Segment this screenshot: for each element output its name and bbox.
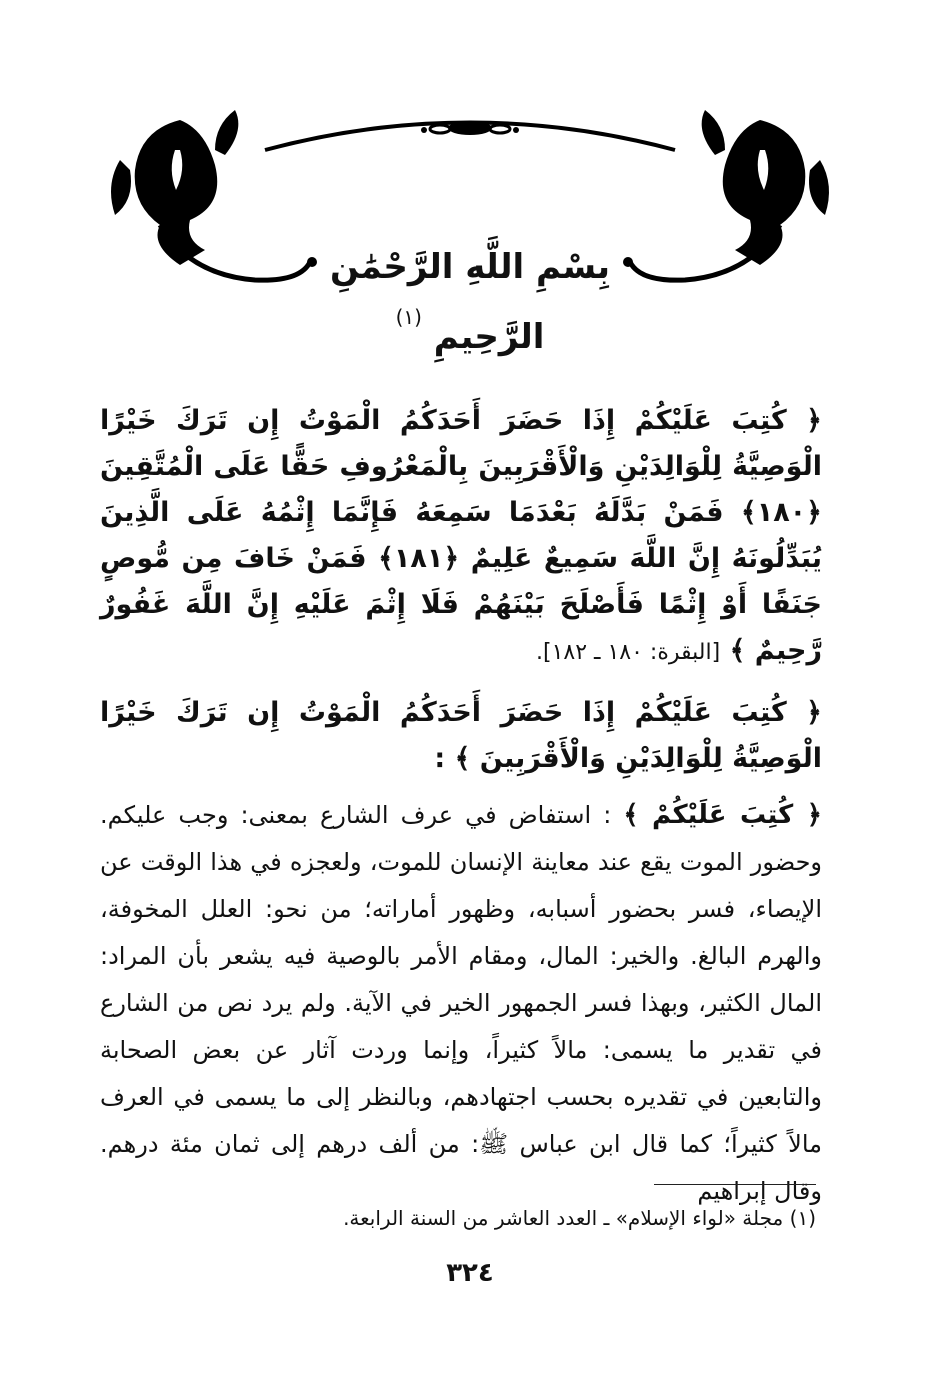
footnote: (١) مجلة «لواء الإسلام» ـ العدد العاشر من السنة الرابعة. bbox=[343, 1206, 816, 1230]
quran-verse-heading-text: ﴿ كُتِبَ عَلَيْكُمْ إِذَا حَضَرَ أَحَدَكُمُ الْمَوْتُ إِن تَرَكَ خَيْرًا الْوَصِيَّةُ لِلْوَالِدَيْنِ وَالْأَقْرَبِينَ ﴾ : bbox=[100, 697, 822, 774]
commentary-body: : استفاض في عرف الشارع بمعنى: وجب عليكم. وحضور الموت يقع عند معاينة الإنسان للموت، ولعجزه في هذا الوقت عن الإيصاء، فسر بحضور أسبابه، وظهور أماراته؛ من نحو: العلل المخوفة، والهرم البالغ. والخير: المال، ومقام الأمر بالوصية فيه يشعر بأن المراد: المال الكثير، وبهذا فسر الجمهور الخير في الآية. ولم يرد نص من الشارع في تقدير ما يسمى: مالاً كثيراً، وإنما وردت آثار عن بعض الصحابة والتابعين في تقديره بحسب اجتهادهم، وبالنظر إلى ما يسمى في العرف مالاً كثيراً؛ كما قال ابن عباس ﷺ: من ألف درهم إلى ثمان مئة درهم. وقال إبراهيم bbox=[100, 801, 822, 1205]
quran-verse-heading bbox=[100, 690, 822, 782]
page-number: ٣٢٤ bbox=[446, 1258, 494, 1288]
basmala-heading bbox=[300, 232, 640, 357]
commentary-lead-quote: ﴿ كُتِبَ عَلَيْكُمْ ﴾ bbox=[623, 800, 822, 830]
commentary-paragraph bbox=[100, 792, 822, 1215]
quran-verse-text: ﴿ كُتِبَ عَلَيْكُمْ إِذَا حَضَرَ أَحَدَكُمُ الْمَوْتُ إِن تَرَكَ خَيْرًا الْوَصِيَّةُ لِلْوَالِدَيْنِ وَالْأَقْرَبِينَ بِالْمَعْرُوفِ حَقًّا عَلَى الْمُتَّقِينَ ﴿١٨٠﴾ فَمَنْ بَدَّلَهُ بَعْدَمَا سَمِعَهُ فَإِنَّمَا إِثْمُهُ عَلَى الَّذِينَ يُبَدِّلُونَهُ إِنَّ اللَّهَ سَمِيعٌ عَلِيمٌ ﴿١٨١﴾ فَمَنْ خَافَ مِن مُّوصٍ جَنَفًا أَوْ إِثْمًا فَأَصْلَحَ بَيْنَهُمْ فَلَا إِثْمَ عَلَيْهِ إِنَّ اللَّهَ غَفُورٌ رَّحِيمٌ ﴾ bbox=[100, 405, 822, 666]
main-text bbox=[100, 398, 822, 1215]
basmala-text: بِسْمِ اللَّهِ الرَّحْمَٰنِ الرَّحِيمِ bbox=[329, 247, 611, 357]
left-corner-ornament bbox=[111, 110, 317, 280]
right-corner-ornament bbox=[623, 110, 829, 280]
quran-verse-block bbox=[100, 398, 822, 676]
verse-reference: [البقرة: ١٨٠ ـ ١٨٢]. bbox=[536, 640, 721, 665]
footnote-divider bbox=[654, 1184, 816, 1185]
basmala-footnote-marker: (١) bbox=[395, 305, 422, 329]
